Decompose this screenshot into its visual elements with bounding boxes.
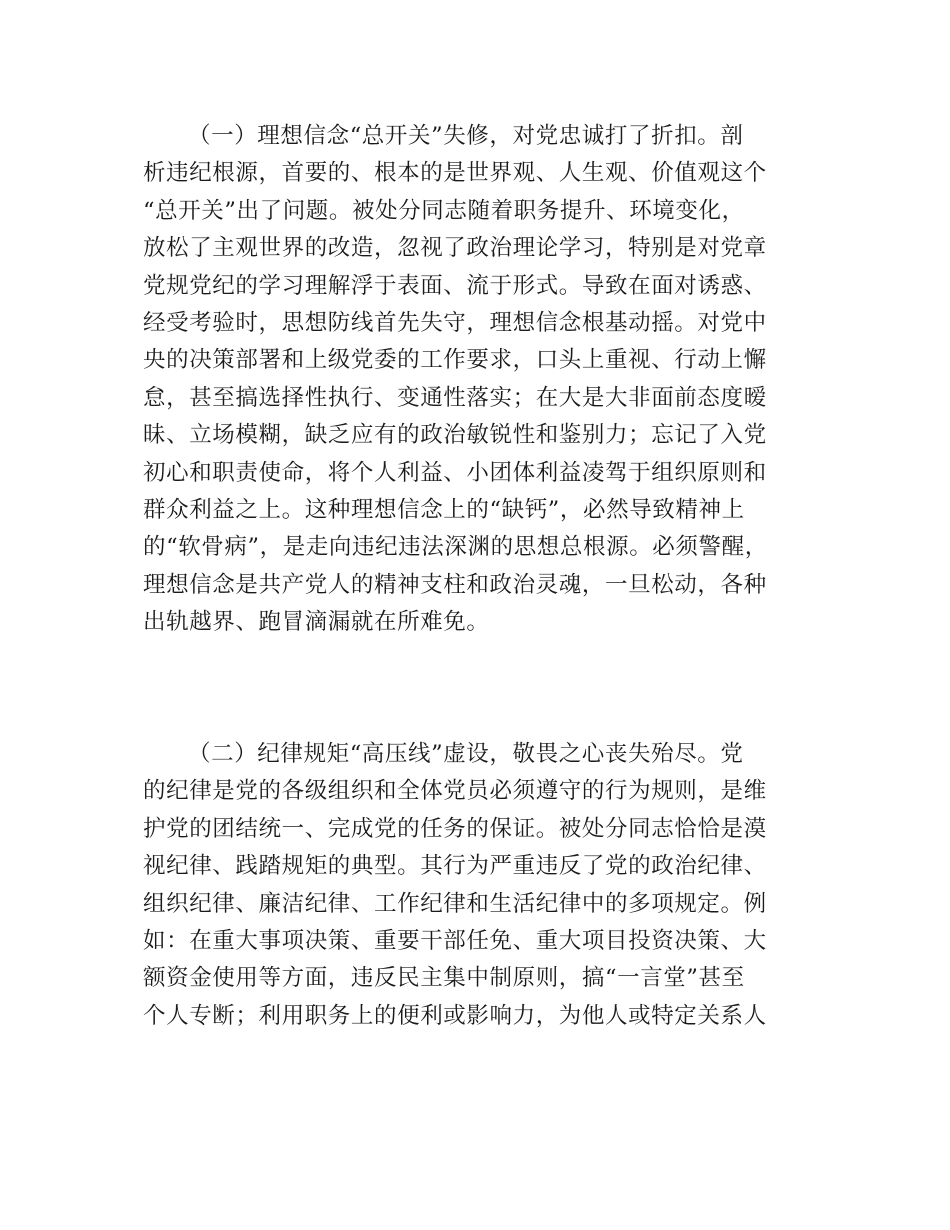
paragraph-line: 理想信念是共产党人的精神支柱和政治灵魂，一旦松动，各种 — [143, 571, 767, 598]
paragraph-line: 怠，甚至搞选择性执行、变通性落实；在大是大非面前态度暧 — [143, 384, 767, 411]
paragraph-line: （一）理想信念“总开关”失修，对党忠诚打了折扣。剖 — [188, 123, 744, 149]
paragraph-ideals-and-beliefs — [143, 118, 823, 641]
paragraph-line: 视纪律、践踏规矩的典型。其行为严重违反了党的政治纪律、 — [143, 853, 767, 880]
paragraph-line: 额资金使用等方面，违反民主集中制原则，搞“一言堂”甚至 — [143, 965, 745, 992]
paragraph-line: 党规党纪的学习理解浮于表面、流于形式。导致在面对诱惑、 — [143, 272, 767, 299]
paragraph-line: 初心和职责使命，将个人利益、小团体利益凌驾于组织原则和 — [143, 459, 767, 486]
paragraph-line: 析违纪根源，首要的、根本的是世界观、人生观、价值观这个 — [143, 160, 767, 187]
paragraph-line: 护党的团结统一、完成党的任务的保证。被处分同志恰恰是漠 — [143, 815, 767, 842]
paragraph-line: 个人专断；利用职务上的便利或影响力，为他人或特定关系人 — [143, 1002, 767, 1029]
paragraph-line: 组织纪律、廉洁纪律、工作纪律和生活纪律中的多项规定。例 — [143, 890, 767, 917]
paragraph-line: 出轨越界、跑冒滴漏就在所难免。 — [143, 609, 490, 636]
paragraph-line: 如：在重大事项决策、重要干部任免、重大项目投资决策、大 — [143, 927, 767, 954]
paragraph-line: 昧、立场模糊，缺乏应有的政治敏锐性和鉴别力；忘记了入党 — [143, 422, 767, 449]
paragraph-line: 群众利益之上。这种理想信念上的“缺钙”，必然导致精神上 — [143, 496, 745, 523]
paragraph-line: （二）纪律规矩“高压线”虚设，敬畏之心丧失殆尽。党 — [188, 741, 744, 767]
paragraph-discipline-rules — [143, 736, 823, 1035]
paragraph-line: 经受考验时，思想防线首先失守，理想信念根基动摇。对党中 — [143, 309, 767, 336]
paragraph-line: 央的决策部署和上级党委的工作要求，口头上重视、行动上懈 — [143, 347, 767, 374]
paragraph-line: 的“软骨病”，是走向违纪违法深渊的思想总根源。必须警醒， — [143, 534, 768, 561]
paragraph-line: “总开关”出了问题。被处分同志随着职务提升、环境变化， — [143, 197, 745, 224]
paragraph-line: 放松了主观世界的改造，忽视了政治理论学习，特别是对党章 — [143, 235, 767, 262]
paragraph-line: 的纪律是党的各级组织和全体党员必须遵守的行为规则，是维 — [143, 778, 767, 805]
